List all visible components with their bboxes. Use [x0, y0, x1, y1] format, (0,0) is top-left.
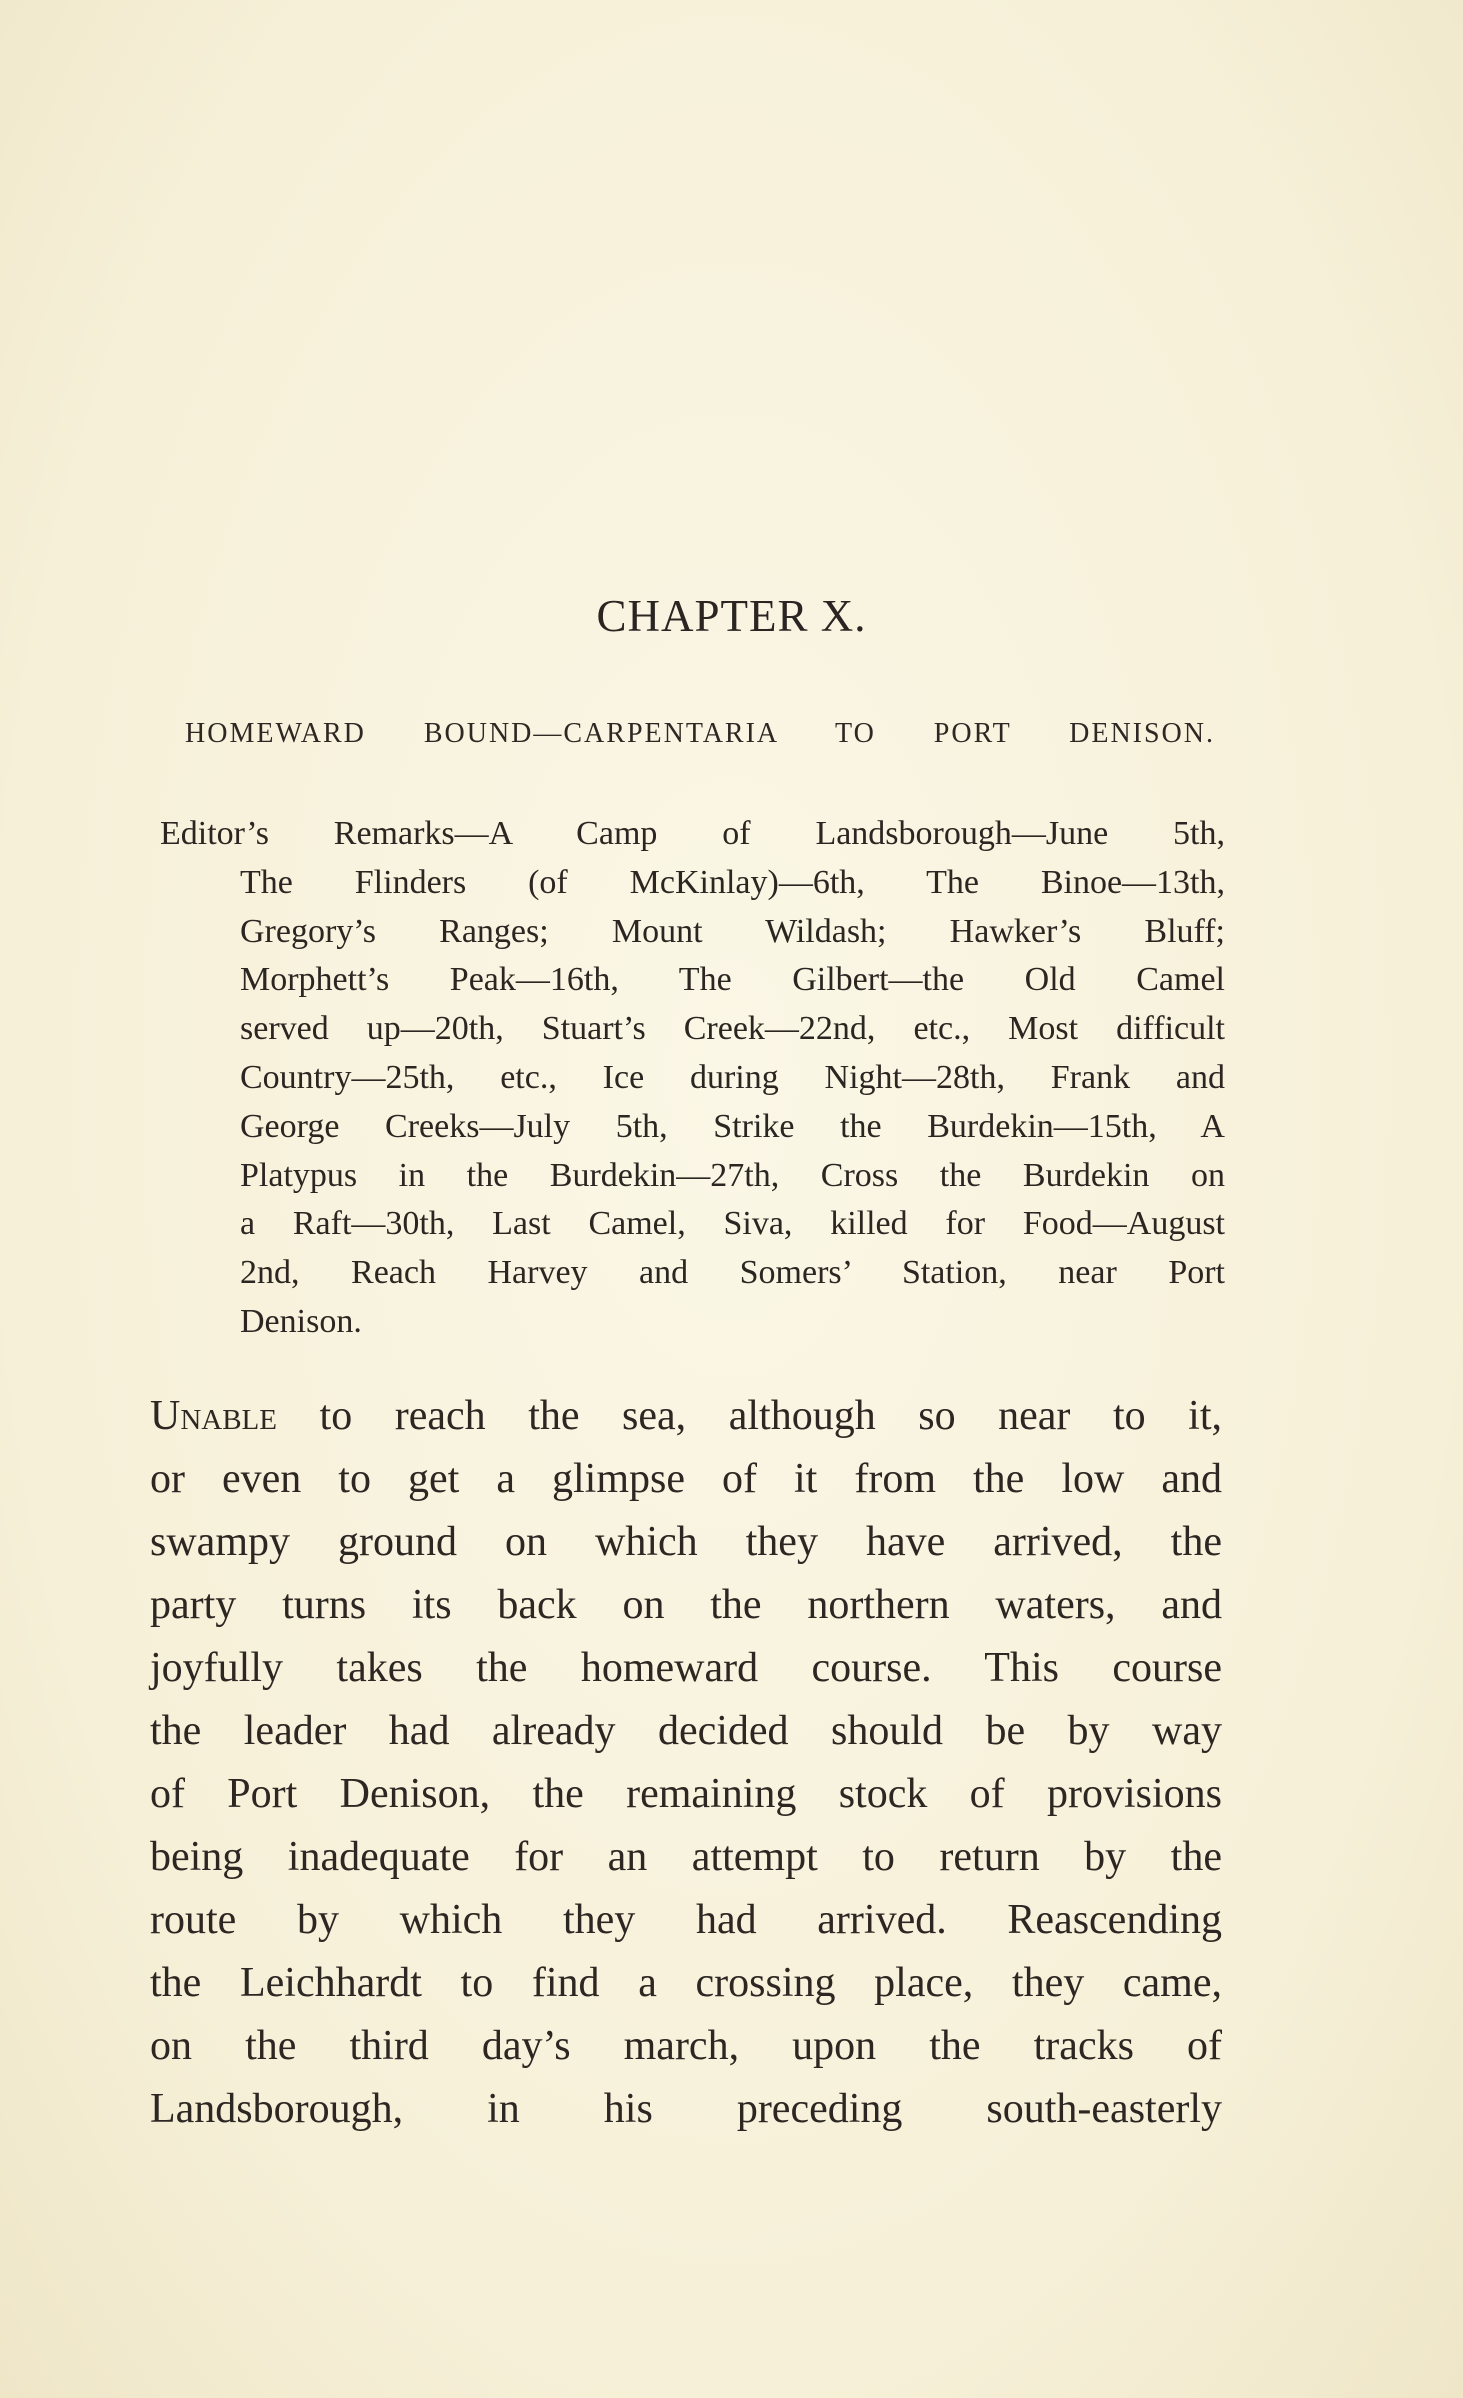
body-line: on the third day’s march, upon the tracks of [150, 2023, 1222, 2069]
chapter-subtitle: HOMEWARD BOUND—CARPENTARIA TO PORT DENISON. [185, 718, 1215, 749]
summary-line: Denison. [240, 1302, 362, 1340]
body-line: the Leichhardt to find a crossing place, they came, [150, 1960, 1222, 2006]
body-line: route by which they had arrived. Reascending [150, 1897, 1222, 1943]
body-line: being inadequate for an attempt to return by the [150, 1834, 1222, 1880]
summary-line: Platypus in the Burdekin—27th, Cross the Burdekin on [240, 1156, 1225, 1194]
summary-line: The Flinders (of McKinlay)—6th, The Binoe—13th, [240, 863, 1225, 901]
body-line [150, 1385, 1222, 1448]
body-line: of Port Denison, the remaining stock of provisions [150, 1771, 1222, 1817]
summary-line: George Creeks—July 5th, Strike the Burdekin—15th, A [240, 1107, 1225, 1145]
summary-line: served up—20th, Stuart’s Creek—22nd, etc., Most difficult [240, 1010, 1225, 1048]
drop-word: Unable [150, 1393, 277, 1439]
summary-line: Editor’s Remarks—A Camp of Landsborough—June 5th, [160, 815, 1225, 852]
body-line-text: to reach the sea, although so near to it, [277, 1393, 1222, 1439]
summary-line: 2nd, Reach Harvey and Somers’ Station, near Port [240, 1254, 1225, 1292]
body-line: party turns its back on the northern waters, and [150, 1582, 1222, 1628]
summary-line: a Raft—30th, Last Camel, Siva, killed for Food—August [240, 1205, 1225, 1243]
body-line: the leader had already decided should be by way [150, 1708, 1222, 1754]
chapter-summary [160, 810, 1225, 1347]
summary-line: Morphett’s Peak—16th, The Gilbert—the Old Camel [240, 961, 1225, 999]
summary-line: Gregory’s Ranges; Mount Wildash; Hawker’s Bluff; [240, 912, 1225, 950]
body-paragraph [150, 1385, 1222, 2141]
body-line: joyfully takes the homeward course. This course [150, 1645, 1222, 1691]
body-line: swampy ground on which they have arrived, the [150, 1519, 1222, 1565]
body-line: or even to get a glimpse of it from the low and [150, 1456, 1222, 1502]
summary-line: Country—25th, etc., Ice during Night—28th, Frank and [240, 1058, 1225, 1096]
body-line: Landsborough, in his preceding south-easterly [150, 2086, 1222, 2132]
chapter-title: CHAPTER X. [596, 591, 867, 641]
